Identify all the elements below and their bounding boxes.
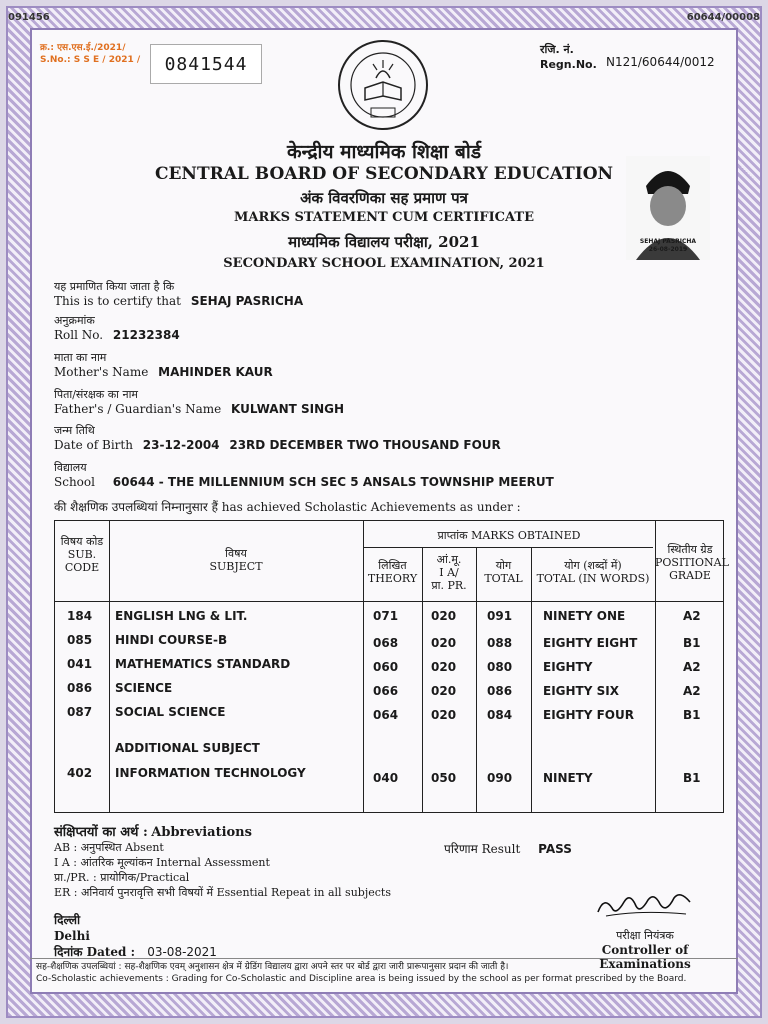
header-grade	[655, 543, 729, 582]
header-subject	[109, 547, 363, 573]
cell-grade: B1	[683, 771, 701, 785]
header-theory-english: THEORY	[367, 572, 418, 585]
father-label: Father's / Guardian's Name	[54, 402, 222, 416]
place-english: Delhi	[54, 929, 90, 943]
registration-label-hindi: रजि. नं.	[540, 43, 574, 56]
table-row	[55, 766, 725, 788]
cell-total-words: EIGHTY FOUR	[543, 708, 634, 722]
cell-subject: SOCIAL SCIENCE	[115, 705, 226, 719]
header-ia-hindi: आं.मू.	[436, 553, 462, 566]
dob-value: 23-12-2004	[142, 438, 220, 452]
table-row	[55, 681, 725, 703]
cell-code: 402	[67, 766, 93, 780]
cell-subject: HINDI COURSE-B	[115, 633, 228, 647]
dated-hindi: दिनांक	[54, 945, 83, 959]
table-row	[55, 609, 725, 631]
header-grade-hindi: स्थितीय ग्रेड	[667, 543, 713, 556]
cell-subject: ENGLISH LNG & LIT.	[115, 609, 248, 623]
serial-top-left: 091456	[8, 12, 50, 23]
school-hindi: विद्यालय	[54, 461, 87, 474]
header-theory	[363, 559, 422, 585]
header-code-en2: CODE	[64, 561, 100, 574]
cbse-logo-icon	[336, 38, 430, 132]
board-name-english: CENTRAL BOARD OF SECONDARY EDUCATION	[154, 164, 614, 184]
cell-total-words: NINETY ONE	[543, 609, 626, 623]
school-label: School	[54, 475, 95, 489]
certificate-number: 0841544	[150, 44, 262, 84]
serial-number-label	[40, 42, 140, 66]
header-total-english: TOTAL	[484, 572, 523, 585]
cell-total: 080	[487, 660, 513, 674]
school-field	[54, 461, 554, 489]
abbreviations	[54, 822, 391, 900]
cell-code: 184	[67, 609, 93, 623]
serial-top-right: 60644/00008	[686, 12, 760, 23]
result-label-english: Result	[481, 842, 521, 856]
header-subject-english: SUBJECT	[209, 560, 263, 573]
cell-theory: 071	[373, 609, 399, 623]
registration-number: N121/60644/0012	[606, 55, 715, 69]
cell-total-words: EIGHTY	[543, 660, 593, 674]
cell-subject: MATHEMATICS STANDARD	[115, 657, 291, 671]
registration-label-english: Regn.No.	[540, 58, 597, 71]
header-code-en1: SUB.	[67, 548, 97, 561]
mother-name: MAHINDER KAUR	[158, 365, 273, 379]
photo-caption-name: SEHAJ PASRICHA	[639, 238, 697, 245]
cell-subject: SCIENCE	[115, 681, 173, 695]
marks-table	[54, 520, 729, 813]
signatory-title-hindi: परीक्षा नियंत्रक	[616, 929, 674, 942]
cell-subject: INFORMATION TECHNOLOGY	[115, 766, 306, 780]
photo-caption-date: 26-08-2019	[648, 246, 688, 253]
cell-total-words: EIGHTY SIX	[543, 684, 619, 698]
header-code-hindi: विषय कोड	[60, 535, 104, 548]
header-marks-english: MARKS OBTAINED	[471, 529, 581, 542]
cell-ia: 020	[431, 684, 457, 698]
header-ia-pr: प्रा. PR.	[431, 579, 467, 592]
footer-english: Co-Scholastic achievements : Grading for Co-Scholastic and Discipline area is being issued by the school as per format prescribed by the Board.	[36, 974, 687, 984]
abbreviations-heading-hindi: संक्षिप्तयों का अर्थ :	[54, 825, 148, 840]
mother-label: Mother's Name	[54, 365, 149, 379]
additional-subject-heading	[55, 741, 725, 763]
mother-hindi: माता का नाम	[54, 351, 107, 364]
header-theory-hindi: लिखित	[378, 559, 407, 572]
school-name: 60644 - THE MILLENNIUM SCH SEC 5 ANSALS TOWNSHIP MEERUT	[112, 475, 554, 489]
place-and-date	[54, 912, 217, 960]
cell-code: 041	[67, 657, 93, 671]
cell-code: 085	[67, 633, 93, 647]
cell-total: 088	[487, 636, 513, 650]
cell-total: 090	[487, 771, 513, 785]
certify-field	[54, 280, 303, 308]
dob-label: Date of Birth	[54, 438, 133, 452]
cell-total-words: NINETY	[543, 771, 593, 785]
table-divider	[363, 547, 653, 548]
result-value: PASS	[538, 842, 572, 856]
place-hindi: दिल्ली	[54, 913, 81, 927]
roll-hindi: अनुक्रमांक	[54, 314, 95, 327]
cell-theory: 064	[373, 708, 399, 722]
abbreviation-ab: AB : अनुपस्थित Absent	[54, 841, 164, 854]
serial-english: S.No.: S S E / 2021 /	[40, 55, 141, 65]
cell-grade: A2	[683, 684, 701, 698]
certify-label: This is to certify that	[54, 294, 181, 308]
roll-number: 21232384	[112, 328, 180, 342]
table-row	[55, 705, 725, 727]
cell-total-words: EIGHTY EIGHT	[543, 636, 638, 650]
cell-theory: 060	[373, 660, 399, 674]
result-label-hindi: परिणाम	[444, 842, 478, 856]
cell-ia: 020	[431, 636, 457, 650]
cell-theory: 066	[373, 684, 399, 698]
table-row	[55, 633, 725, 655]
achievement-english: has achieved Scholastic Achievements as under :	[221, 500, 521, 514]
abbreviation-er: ER : अनिवार्य पुनरावृत्ति सभी विषयों में Essential Repeat in all subjects	[54, 886, 391, 899]
father-name: KULWANT SINGH	[231, 402, 345, 416]
exam-title-english: SECONDARY SCHOOL EXAMINATION, 2021	[223, 256, 545, 271]
cell-grade: B1	[683, 636, 701, 650]
header-marks-obtained	[363, 529, 655, 542]
dob-hindi: जन्म तिथि	[54, 424, 95, 437]
certify-hindi: यह प्रमाणित किया जाता है कि	[54, 280, 175, 293]
header-code	[55, 535, 109, 574]
header-grade-en1: POSITIONAL	[655, 556, 729, 569]
cell-ia: 020	[431, 708, 457, 722]
header-total-words	[531, 559, 655, 585]
serial-hindi: क्र.: एस.एस.ई./2021/	[40, 43, 126, 53]
cell-ia: 020	[431, 609, 457, 623]
date-value: 03-08-2021	[147, 945, 217, 959]
cell-total: 091	[487, 609, 513, 623]
header-marks-hindi: प्राप्तांक	[437, 529, 468, 542]
mother-field	[54, 351, 273, 379]
father-hindi: पिता/संरक्षक का नाम	[54, 388, 139, 401]
header-total	[476, 559, 531, 585]
signatory-title-english: Controller of Examinations	[599, 943, 691, 971]
achievement-hindi: की शैक्षणिक उपलब्धियां निम्नानुसार हैं	[54, 500, 218, 514]
registration-label	[540, 42, 597, 72]
additional-subject-label: ADDITIONAL SUBJECT	[115, 741, 260, 755]
father-field	[54, 388, 344, 416]
roll-field	[54, 314, 180, 342]
header-subject-hindi: विषय	[225, 547, 247, 560]
cell-grade: B1	[683, 708, 701, 722]
abbreviation-pr: प्रा./PR. : प्रायोगिक/Practical	[54, 871, 190, 884]
board-name-hindi: केन्द्रीय माध्यमिक शिक्षा बोर्ड	[287, 141, 481, 163]
cell-code: 087	[67, 705, 93, 719]
dob-field	[54, 424, 501, 452]
cell-ia: 050	[431, 771, 457, 785]
achievement-line	[54, 498, 521, 515]
cell-ia: 020	[431, 660, 457, 674]
photo-caption	[620, 238, 716, 254]
exam-title-hindi: माध्यमिक विद्यालय परीक्षा, 2021	[288, 233, 480, 251]
header-total-hindi: योग	[495, 559, 512, 572]
cell-total: 086	[487, 684, 513, 698]
abbreviation-ia: I A : आंतरिक मूल्यांकन Internal Assessment	[54, 856, 270, 869]
roll-label: Roll No.	[54, 328, 104, 342]
document-title-hindi: अंक विवरणिका सह प्रमाण पत्र	[300, 189, 468, 207]
cell-total: 084	[487, 708, 513, 722]
cell-theory: 068	[373, 636, 399, 650]
table-divider	[55, 601, 723, 602]
signature-icon	[590, 888, 700, 922]
cell-grade: A2	[683, 660, 701, 674]
cell-code: 086	[67, 681, 93, 695]
cell-grade: A2	[683, 609, 701, 623]
cell-theory: 040	[373, 771, 399, 785]
student-name: SEHAJ PASRICHA	[190, 294, 304, 308]
header-ia-english: I A/	[439, 566, 459, 579]
abbreviations-heading-english: Abbreviations	[151, 825, 252, 840]
table-row	[55, 657, 725, 679]
footer-hindi: सह-शैक्षणिक उपलब्धियां : सह-शैक्षणिक एवम् अनुशासन क्षेत्र में ग्रेडिंग विद्यालय द्वारा अपने स्तर पर बोर्ड द्वारा जारी प्रारूपानुसार प्रदान की जाती है।	[36, 962, 509, 972]
result	[444, 840, 572, 857]
header-words-english: TOTAL (IN WORDS)	[536, 572, 650, 585]
dob-words: 23RD DECEMBER TWO THOUSAND FOUR	[229, 438, 501, 452]
document-title-english: MARKS STATEMENT CUM CERTIFICATE	[234, 210, 534, 225]
footer-note	[30, 958, 738, 985]
header-grade-en2: GRADE	[669, 569, 711, 582]
header-words-hindi: योग (शब्दों में)	[564, 559, 622, 572]
dated-english: Dated :	[86, 945, 136, 959]
header-ia	[422, 553, 476, 592]
